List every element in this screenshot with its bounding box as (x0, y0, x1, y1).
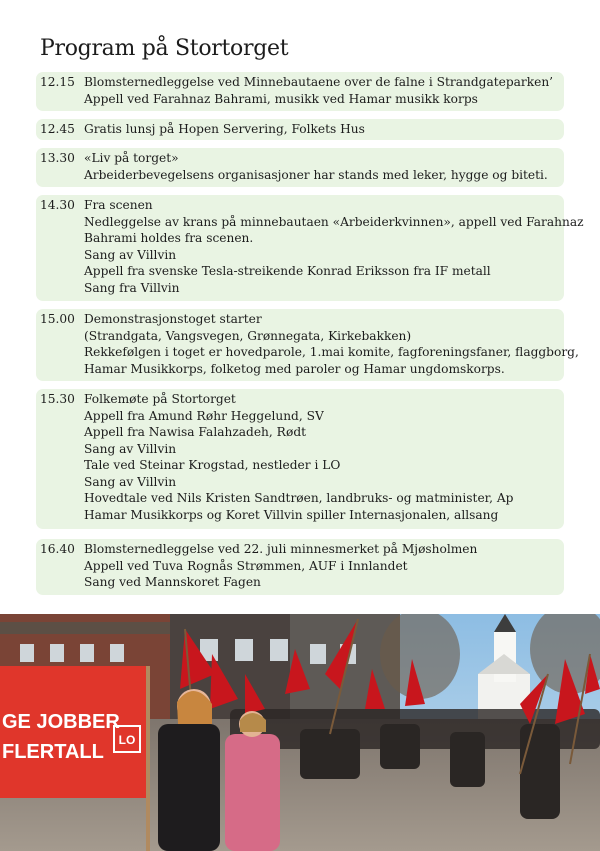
program-line: Sang av Villvin (84, 247, 177, 262)
program-line: Rekkefølgen i toget er hovedparole, 1.mai komite, fagforeningsfaner, flaggborg, (84, 345, 579, 359)
program-item (36, 119, 564, 140)
program-line: Hamar Musikkorps og Koret Villvin spiller Internasjonalen, allsang (84, 507, 499, 522)
program-line: Bahrami holdes fra scenen. (84, 231, 254, 245)
program-line: Folkemøte på Stortorget (84, 392, 236, 406)
program-time: 13.30 (40, 151, 75, 165)
program-line: Arbeiderbevegelsens organisasjoner har stands med leker, hygge og biteti. (84, 167, 548, 182)
program-time: 12.15 (40, 75, 75, 89)
program-item (36, 309, 579, 381)
program-line: (Strandgata, Vangsvegen, Grønnegata, Kirkebakken) (84, 328, 412, 343)
program-line: Demonstrasjonstoget starter (84, 312, 262, 326)
building-roofline (0, 622, 180, 634)
program-line: Blomsternedleggelse ved Minnebautaene over de falne i Strandgateparken’ (84, 75, 554, 89)
program-line: Hamar Musikkorps, folketog med paroler og Hamar ungdomskorps. (84, 361, 505, 376)
program-time: 16.40 (40, 542, 75, 556)
program-time: 14.30 (40, 198, 75, 212)
program-line: Sang fra Villvin (84, 280, 180, 295)
program-line: Appell fra svenske Tesla-streikende Konrad Eriksson fra IF metall (84, 264, 491, 278)
program-line: Sang av Villvin (84, 474, 177, 489)
program-line: Appell ved Tuva Rognås Strømmen, AUF i Innlandet (84, 558, 408, 573)
program-line: Sang av Villvin (84, 441, 177, 456)
program-line: Fra scenen (84, 198, 153, 212)
program-time: 12.45 (40, 122, 75, 136)
program-line: «Liv på torget» (84, 151, 179, 165)
program-line: Tale ved Steinar Krogstad, nestleder i LO (84, 458, 341, 472)
program-item (36, 389, 564, 529)
program-time: 15.30 (40, 392, 75, 406)
lo-logo-text: LO (118, 733, 136, 747)
program-item (36, 195, 584, 301)
program-time: 15.00 (40, 312, 75, 326)
program-item (36, 72, 564, 111)
program-line: Gratis lunsj på Hopen Servering, Folkets Hus (84, 122, 365, 136)
program-line: Appell ved Farahnaz Bahrami, musikk ved Hamar musikk korps (84, 91, 478, 106)
banner-text-line1: GE JOBBER (2, 711, 120, 733)
demonstration-photo (0, 614, 600, 851)
program-line: Nedleggelse av krans på minnebautaen «Arbeiderkvinnen», appell ved Farahnaz (84, 214, 584, 229)
page-title: Program på Stortorget (40, 36, 289, 61)
program-line: Appell fra Amund Røhr Heggelund, SV (84, 408, 324, 423)
banner-text-line2: FLERTALL (2, 741, 104, 763)
program-line: Appell fra Nawisa Falahzadeh, Rødt (84, 425, 307, 439)
program-item (36, 148, 564, 187)
program-line: Blomsternedleggelse ved 22. juli minnesmerket på Mjøsholmen (84, 542, 478, 556)
program-line: Hovedtale ved Nils Kristen Sandtrøen, landbruks- og matminister, Ap (84, 491, 514, 505)
program-line: Sang ved Mannskoret Fagen (84, 575, 261, 589)
program-item (36, 539, 564, 595)
